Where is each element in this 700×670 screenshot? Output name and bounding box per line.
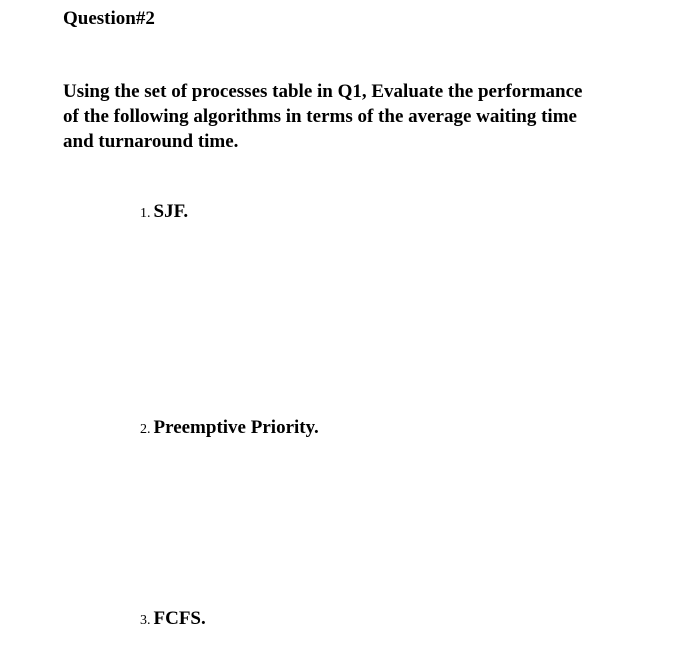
list-item-fcfs (140, 607, 206, 633)
list-label: Preemptive Priority. (153, 417, 319, 438)
prompt-line: of the following algorithms in terms of the average waiting time (63, 106, 577, 127)
question-heading: Question#2 (63, 8, 155, 29)
list-item-sjf (140, 200, 188, 226)
question-prompt (63, 79, 663, 154)
prompt-line: Using the set of processes table in Q1, Evaluate the performance (63, 81, 583, 102)
list-item-preemptive-priority (140, 416, 319, 442)
list-label: FCFS. (153, 608, 206, 629)
list-label: SJF. (153, 201, 189, 222)
list-number: 3. (140, 613, 151, 628)
list-number: 1. (140, 206, 151, 221)
prompt-line: and turnaround time. (63, 131, 239, 152)
list-number: 2. (140, 422, 151, 437)
